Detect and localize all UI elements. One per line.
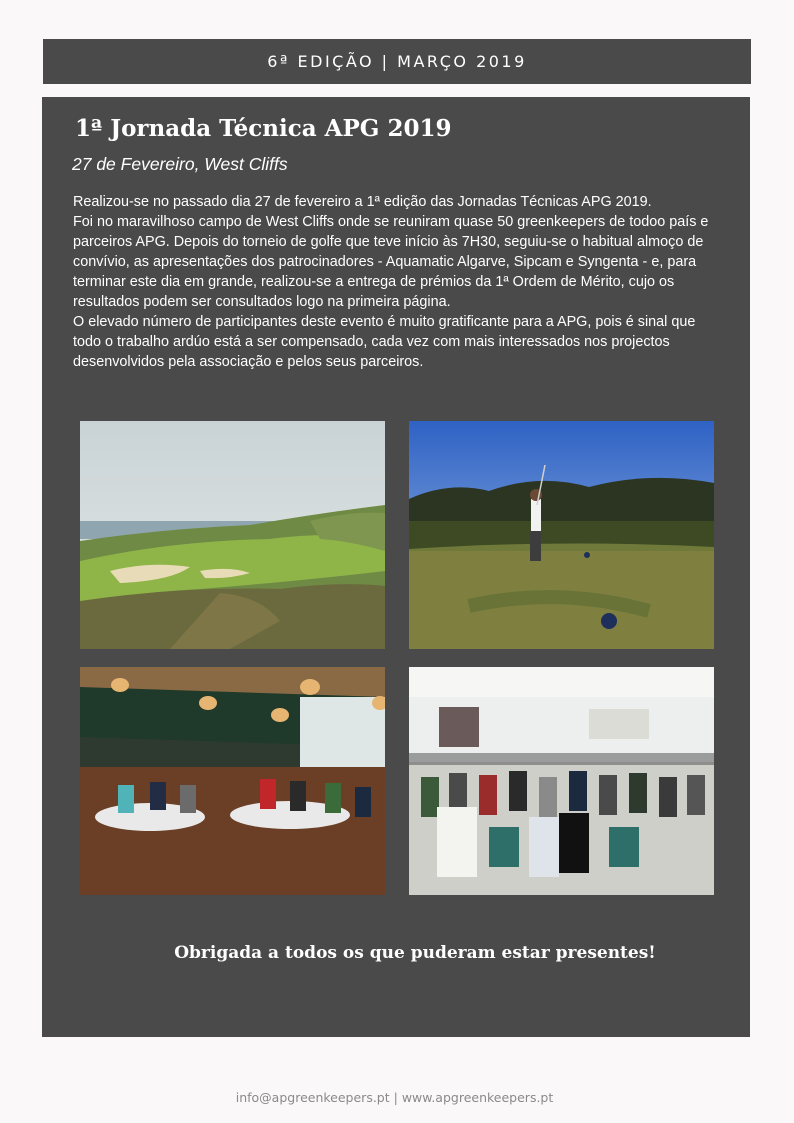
thanks-message: Obrigada a todos os que puderam estar presentes! xyxy=(174,943,656,963)
photo-lunch-gathering xyxy=(80,667,385,895)
article-paragraph: Foi no maravilhoso campo de West Cliffs onde se reuniram quase 50 greenkeepers de todoo país e parceiros APG. Depois do torneio de golfe que teve início às 7H30, seguiu-se o habitual almoço de convívio, as apresentações dos patrocinadores - Aquamatic Algarve, Sipcam e Syngenta - e, para terminar este dia em grande, realizou-se a entrega de prémios da 1ª Ordem de Mérito, cujo os resultados podem ser consultados logo na primeira página. xyxy=(73,214,709,310)
page-footer xyxy=(0,1090,789,1105)
footer-website[interactable]: www.apgreenkeepers.pt xyxy=(401,1090,554,1105)
article-title: 1ª Jornada Técnica APG 2019 xyxy=(75,115,452,142)
footer-email[interactable]: info@apgreenkeepers.pt xyxy=(235,1090,390,1105)
footer-separator: | xyxy=(389,1090,402,1105)
article-body xyxy=(73,192,718,372)
article-subtitle: 27 de Fevereiro, West Cliffs xyxy=(72,154,288,174)
article-panel xyxy=(42,97,750,1037)
photo-presentation-audience xyxy=(409,667,714,895)
article-paragraph: Realizou-se no passado dia 27 de fevereiro a 1ª edição das Jornadas Técnicas APG 2019. xyxy=(73,194,652,210)
article-paragraph: O elevado número de participantes deste evento é muito gratificante para a APG, pois é sinal que todo o trabalho ardúo está a ser compensado, cada vez com mais interessados nos projectos desenvolvidos pela associação e pelos seus parceiros. xyxy=(73,314,696,370)
edition-label: 6ª EDIÇÃO | MARÇO 2019 xyxy=(267,52,527,71)
photo-golf-course xyxy=(80,421,385,649)
photo-golfer-tee-shot xyxy=(409,421,714,649)
edition-banner xyxy=(43,39,751,84)
